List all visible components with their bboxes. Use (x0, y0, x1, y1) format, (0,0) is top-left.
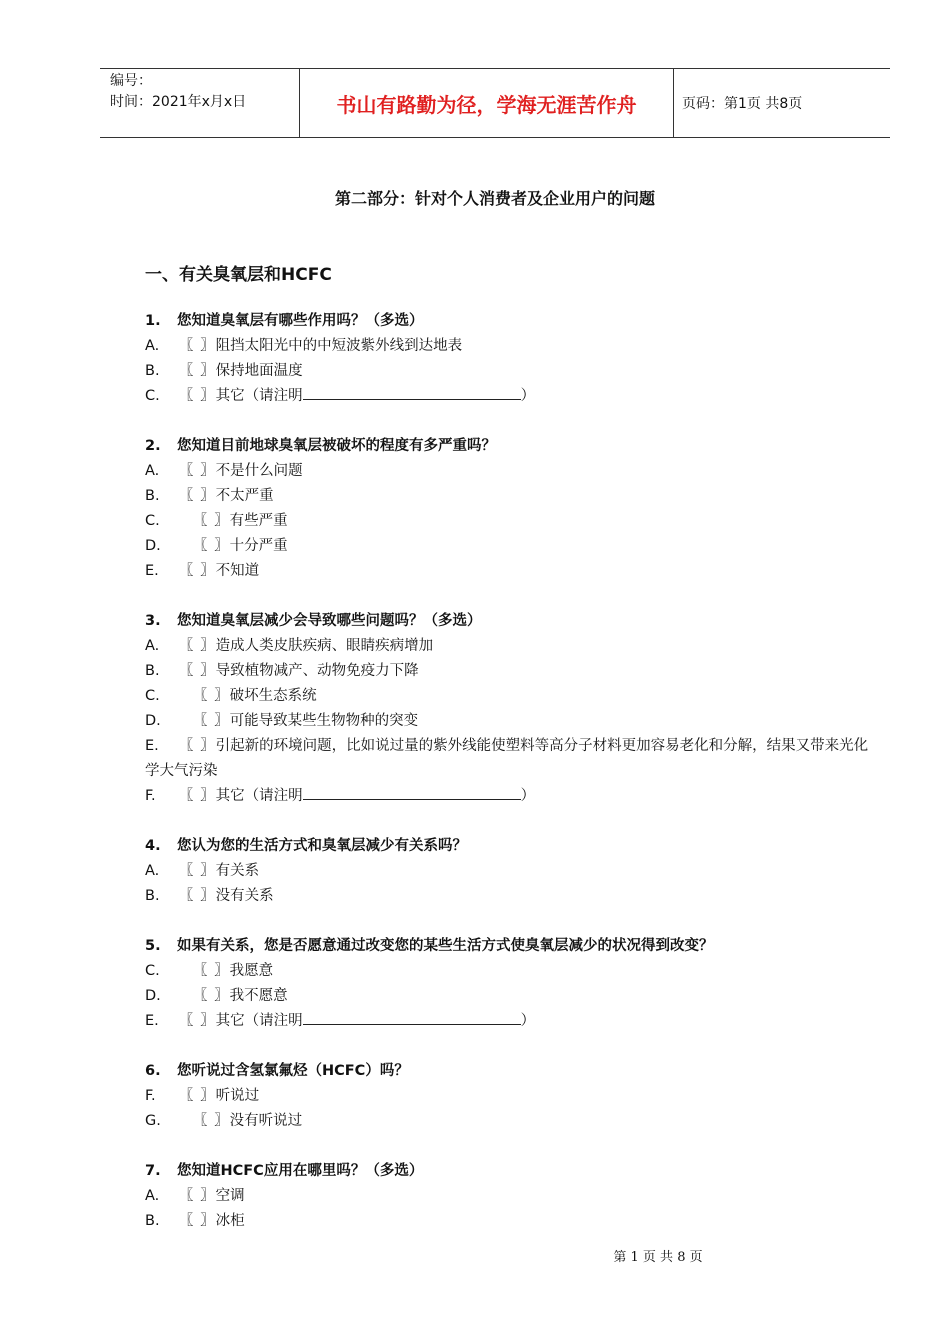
header-page-info: 页码：第1页 共8页 (682, 96, 803, 112)
option-letter: A. (145, 1188, 160, 1204)
option-item (145, 1109, 875, 1134)
option-item (145, 984, 875, 1009)
option-text: 不太严重 (215, 488, 274, 504)
option-letter: B. (145, 663, 160, 679)
question-5 (145, 934, 875, 1034)
option-letter: B. (145, 888, 160, 904)
question-6 (145, 1059, 875, 1134)
option-letter: C. (145, 688, 160, 704)
fill-in-blank[interactable] (303, 1010, 521, 1025)
option-item (145, 1209, 875, 1234)
option-text: 十分严重 (229, 538, 288, 554)
option-item (145, 359, 875, 384)
option-text: 冰柜 (215, 1213, 245, 1229)
option-checkbox[interactable]: 〖 〗 (179, 1013, 216, 1029)
option-checkbox[interactable]: 〖 〗 (179, 663, 216, 679)
option-item (145, 859, 875, 884)
option-checkbox[interactable]: 〖 〗 (179, 563, 216, 579)
option-checkbox[interactable]: 〖 〗 (179, 888, 216, 904)
option-item (145, 384, 875, 409)
option-letter: A. (145, 638, 160, 654)
question-text: 您知道臭氧层减少会导致哪些问题吗？（多选） (177, 613, 482, 629)
option-text: 不知道 (215, 563, 260, 579)
closing-paren: ） (520, 388, 536, 404)
option-checkbox[interactable]: 〖 〗 (179, 788, 216, 804)
option-checkbox[interactable]: 〖 〗 (193, 713, 230, 729)
question-number: 4. (145, 838, 161, 854)
option-checkbox[interactable]: 〖 〗 (179, 738, 216, 754)
option-item (145, 634, 875, 659)
option-text: 听说过 (215, 1088, 260, 1104)
question-number: 7. (145, 1163, 161, 1179)
question-text: 您知道HCFC应用在哪里吗？（多选） (177, 1163, 424, 1179)
option-item (145, 459, 875, 484)
question-title (145, 434, 875, 459)
question-number: 1. (145, 313, 161, 329)
option-item (145, 784, 875, 809)
question-text: 您认为您的生活方式和臭氧层减少有关系吗？ (177, 838, 467, 854)
option-item (145, 884, 875, 909)
option-checkbox[interactable]: 〖 〗 (193, 988, 230, 1004)
option-letter: C. (145, 963, 160, 979)
option-text: 我不愿意 (229, 988, 288, 1004)
question-title (145, 934, 875, 959)
question-title (145, 834, 875, 859)
option-item (145, 709, 875, 734)
fill-in-blank[interactable] (303, 385, 521, 400)
option-item (145, 1009, 875, 1034)
option-letter: C. (145, 388, 160, 404)
option-item (145, 734, 875, 784)
option-checkbox[interactable]: 〖 〗 (179, 463, 216, 479)
option-text: 空调 (215, 1188, 245, 1204)
option-checkbox[interactable]: 〖 〗 (179, 1213, 216, 1229)
option-item (145, 959, 875, 984)
option-letter: C. (145, 513, 160, 529)
option-letter: G. (145, 1113, 161, 1129)
question-number: 5. (145, 938, 161, 954)
option-text: 有关系 (215, 863, 260, 879)
closing-paren: ） (520, 1013, 536, 1029)
option-item (145, 534, 875, 559)
option-text: 有些严重 (229, 513, 288, 529)
page-footer: 第 1 页 共 8 页 (613, 1250, 703, 1265)
option-item (145, 559, 875, 584)
question-text: 您知道臭氧层有哪些作用吗？（多选） (177, 313, 424, 329)
option-checkbox[interactable]: 〖 〗 (193, 1113, 230, 1129)
page-header (100, 68, 890, 138)
question-7 (145, 1159, 875, 1234)
option-checkbox[interactable]: 〖 〗 (193, 538, 230, 554)
option-item (145, 1084, 875, 1109)
section-title: 一、有关臭氧层和HCFC (145, 265, 332, 285)
option-text: 不是什么问题 (215, 463, 303, 479)
option-checkbox[interactable]: 〖 〗 (179, 488, 216, 504)
option-letter: A. (145, 863, 160, 879)
option-text: 阻挡太阳光中的中短波紫外线到达地表 (215, 338, 463, 354)
option-letter: E. (145, 738, 159, 754)
option-text: 可能导致某些生物物种的突变 (229, 713, 419, 729)
question-number: 6. (145, 1063, 161, 1079)
option-letter: E. (145, 563, 159, 579)
option-text: 其它（请注明 (215, 388, 303, 404)
option-item (145, 684, 875, 709)
question-text: 您听说过含氢氯氟烃（HCFC）吗？ (177, 1063, 409, 1079)
option-text: 其它（请注明 (215, 788, 303, 804)
question-number: 3. (145, 613, 161, 629)
option-item (145, 509, 875, 534)
question-text: 如果有关系，您是否愿意通过改变您的某些生活方式使臭氧层减少的状况得到改变？ (177, 938, 714, 954)
option-text: 保持地面温度 (215, 363, 303, 379)
closing-paren: ） (520, 788, 536, 804)
option-checkbox[interactable]: 〖 〗 (179, 363, 216, 379)
option-text: 破坏生态系统 (229, 688, 317, 704)
questionnaire (145, 309, 875, 1259)
part-title: 第二部分：针对个人消费者及企业用户的问题 (334, 189, 655, 208)
question-1 (145, 309, 875, 409)
option-checkbox[interactable]: 〖 〗 (179, 1088, 216, 1104)
option-text: 造成人类皮肤疾病、眼睛疾病增加 (215, 638, 434, 654)
option-text: 其它（请注明 (215, 1013, 303, 1029)
question-text: 您知道目前地球臭氧层被破坏的程度有多严重吗？ (177, 438, 496, 454)
option-checkbox[interactable]: 〖 〗 (179, 638, 216, 654)
option-letter: D. (145, 538, 161, 554)
option-checkbox[interactable]: 〖 〗 (179, 338, 216, 354)
option-letter: F. (145, 788, 156, 804)
option-text: 引起新的环境问题，比如说过量的紫外线能使塑料等高分子材料更加容易老化和分解，结果又带来光化学大气污染 (145, 738, 869, 779)
document-time-label: 时间：2021年x月x日 (110, 94, 247, 110)
question-title (145, 1159, 875, 1184)
header-meta (100, 69, 300, 137)
option-checkbox[interactable]: 〖 〗 (193, 963, 230, 979)
option-checkbox[interactable]: 〖 〗 (193, 513, 230, 529)
question-number: 2. (145, 438, 161, 454)
option-text: 没有关系 (215, 888, 274, 904)
option-text: 没有听说过 (229, 1113, 303, 1129)
option-text: 导致植物减产、动物免疫力下降 (215, 663, 419, 679)
option-item (145, 659, 875, 684)
fill-in-blank[interactable] (303, 785, 521, 800)
option-item (145, 1184, 875, 1209)
option-letter: D. (145, 713, 161, 729)
question-title (145, 309, 875, 334)
document-number-label: 编号： (110, 73, 152, 89)
option-checkbox[interactable]: 〖 〗 (193, 688, 230, 704)
option-checkbox[interactable]: 〖 〗 (179, 863, 216, 879)
option-item (145, 334, 875, 359)
option-letter: B. (145, 363, 160, 379)
option-checkbox[interactable]: 〖 〗 (179, 1188, 216, 1204)
option-letter: D. (145, 988, 161, 1004)
option-item (145, 484, 875, 509)
question-2 (145, 434, 875, 584)
option-letter: A. (145, 338, 160, 354)
question-title (145, 609, 875, 634)
option-letter: E. (145, 1013, 159, 1029)
option-letter: B. (145, 488, 160, 504)
option-letter: B. (145, 1213, 160, 1229)
question-3 (145, 609, 875, 809)
option-text: 我愿意 (229, 963, 274, 979)
header-motto: 书山有路勤为径，学海无涯苦作舟 (300, 69, 674, 137)
question-4 (145, 834, 875, 909)
option-letter: A. (145, 463, 160, 479)
question-title (145, 1059, 875, 1084)
option-letter: F. (145, 1088, 156, 1104)
option-checkbox[interactable]: 〖 〗 (179, 388, 216, 404)
